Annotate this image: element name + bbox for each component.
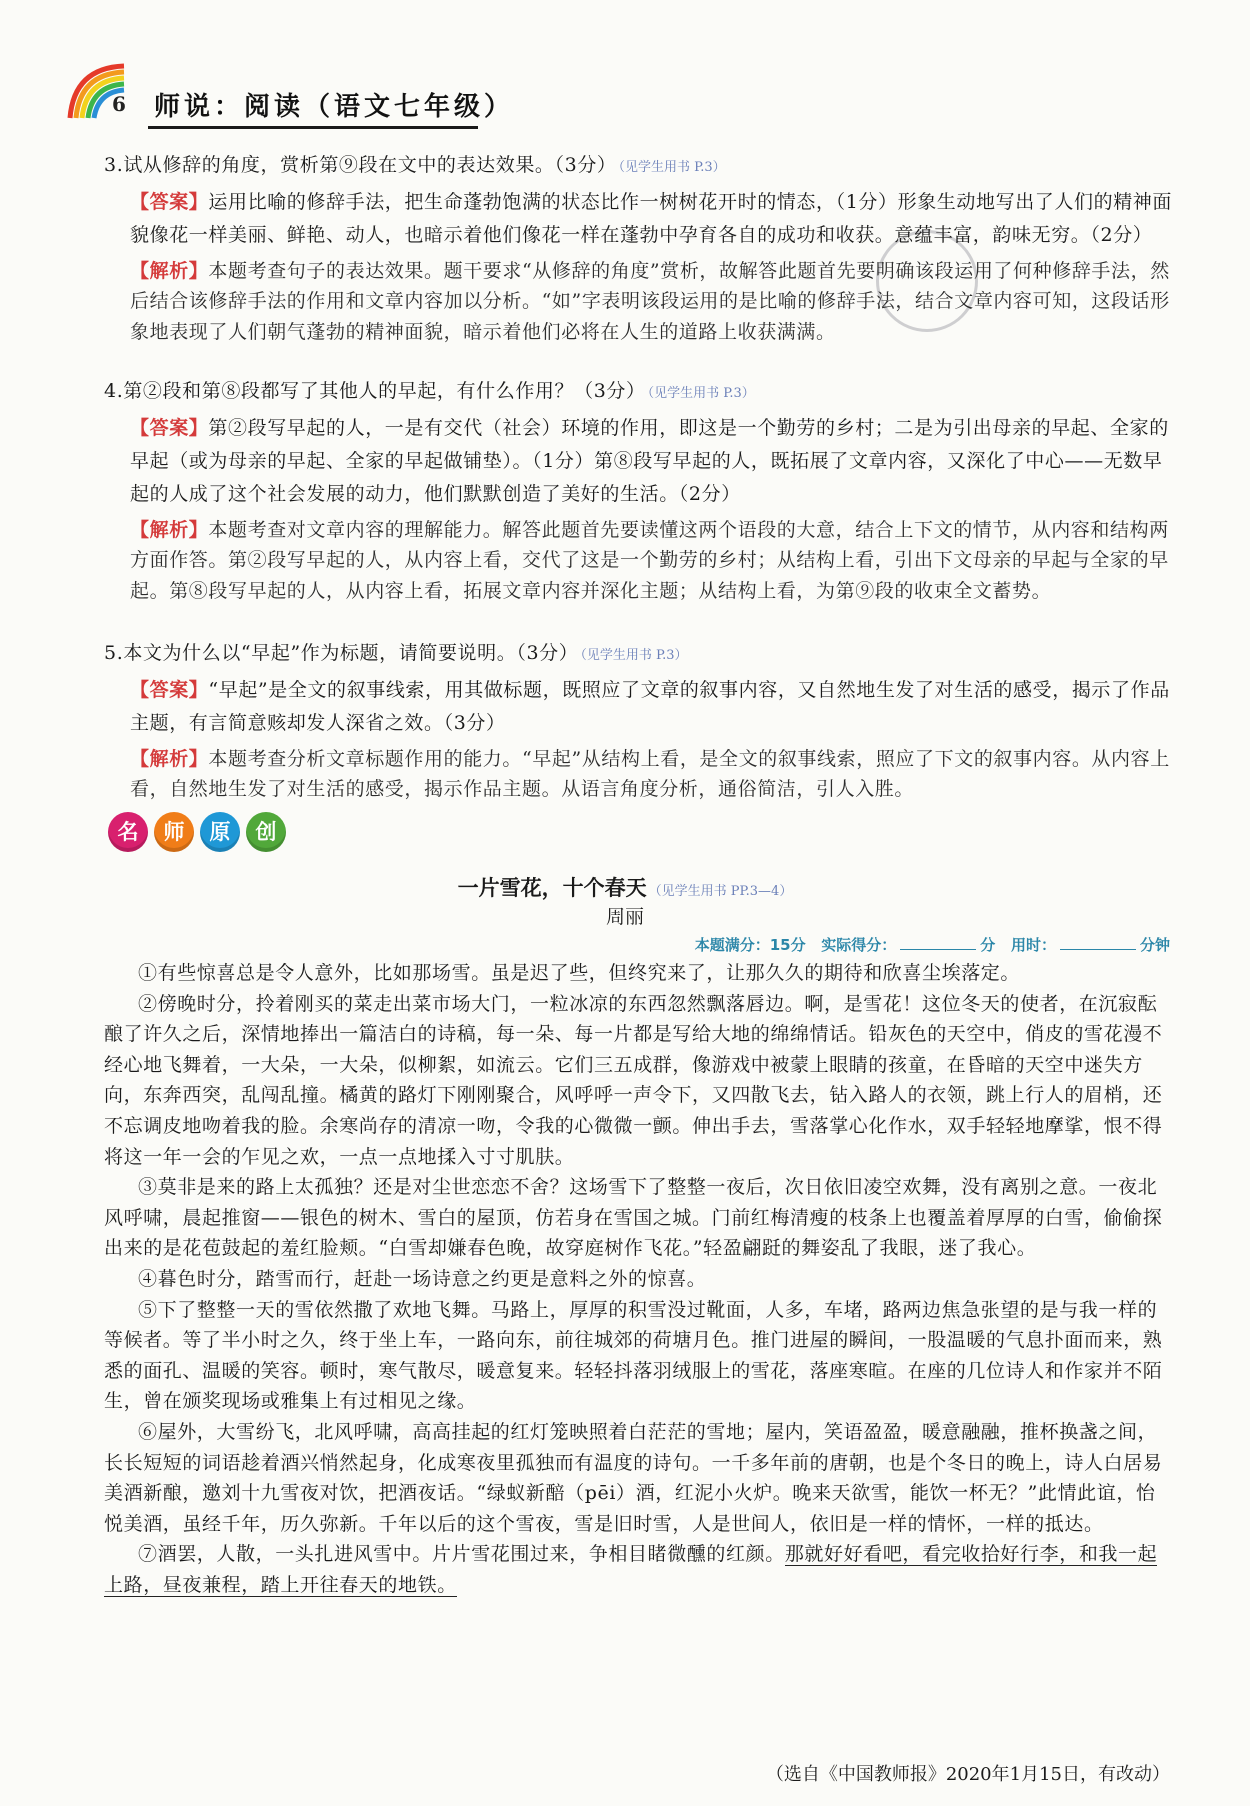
page-number: 6: [112, 92, 126, 116]
answer-tag: 【答案】: [130, 190, 209, 213]
analysis-text: 本题考查对文章内容的理解能力。解答此题首先要读懂这两个语段的大意，结合上下文的情节，从内容和结构两方面作答。第②段写早起的人，从内容上看，交代了这是一个勤劳的乡村；从结构上看，引出下文母亲的早起与全家的早起。第⑧段写早起的人，从内容上看，拓展文章内容并深化主题；从结构上看，为第⑨段的收束全文蓄势。: [130, 518, 1169, 602]
paragraph: ⑤下了整整一天的雪依然撒了欢地飞舞。马路上，厚厚的积雪没过靴面，人多，车堵，路两边焦急张望的是与我一样的等候者。等了半小时之久，终于坐上车，一路向东，前往城郊的荷塘月色。推门进屋的瞬间，一股温暖的气息扑面而来，熟悉的面孔、温暖的笑容。顿时，寒气散尽，暖意复来。轻轻抖落羽绒服上的雪花，落座寒暄。在座的几位诗人和作家并不陌生，曾在颁奖现场或雅集上有过相见之缘。: [104, 1298, 1163, 1413]
paragraph: ⑥屋外，大雪纷飞，北风呼啸，高高挂起的红灯笼映照着白茫茫的雪地；屋内，笑语盈盈，暖意融融，推杯换盏之间，长长短短的词语趁着酒兴悄然起身，化成寒夜里孤独而有温度的诗句。一千多年前的唐朝，也是个冬日的晚上，诗人白居易美酒新酿，邀刘十九雪夜对饮，把酒夜话。“绿蚁新醅（pēi）酒，红泥小火炉。晚来天欲雪，能饮一杯无？”此情此谊，怡悦美酒，虽经千年，历久弥新。千年以后的这个雪夜，雪是旧时雪，人是世间人，依旧是一样的情怀，一样的抵达。: [104, 1420, 1163, 1535]
time-blank[interactable]: [1060, 949, 1136, 950]
answer-text: 运用比喻的修辞手法，把生命蓬勃饱满的状态比作一树树花开时的情态，（1分）形象生动地写出了人们的精神面貌像花一样美丽、鲜艳、动人，也暗示着他们像花一样在蓬勃中孕育各自的成功和收获。意蕴丰富，韵味无穷。（2分）: [130, 190, 1172, 246]
book-reference: （见学生用书 PP.3—4）: [648, 884, 793, 899]
page-header: [66, 60, 1186, 130]
time-label: 用时：: [1010, 936, 1056, 954]
time-unit: 分钟: [1139, 936, 1170, 954]
answer-block: [130, 186, 1174, 252]
question-text: 5.本文为什么以“早起”作为标题，请简要说明。（3分） （见学生用书 P.3）: [104, 642, 688, 664]
article-author: 周丽: [605, 906, 644, 928]
book-title: 师说：阅读（语文七年级）: [154, 92, 515, 122]
analysis-text: 本题考查分析文章标题作用的能力。“早起”从结构上看，是全文的叙事线索，照应了下文的叙事内容。从内容上看，自然地生发了对生活的感受，揭示作品主题。从语言角度分析，通俗简洁，引人入胜。: [130, 747, 1170, 800]
book-reference: （见学生用书 P.3）: [618, 160, 726, 175]
analysis-text: 本题考查句子的表达效果。题干要求“从修辞的角度”赏析，故解答此题首先要明确该段运用了何种修辞手法，然后结合该修辞手法的作用和文章内容加以分析。“如”字表明该段运用的是比喻的修辞手法，结合文章内容可知，这段话形象地表现了人们朝气蓬勃的精神面貌，暗示着他们必将在人生的道路上收获满满。: [130, 259, 1170, 343]
original-badges: [108, 812, 292, 856]
badge: 师: [154, 812, 194, 852]
answer-text: “早起”是全文的叙事线索，用其做标题，既照应了文章的叙事内容，又自然地生发了对生活的感受，揭示了作品主题，有言简意赅却发人深省之效。（3分）: [130, 678, 1170, 734]
book-reference: （见学生用书 P.3）: [647, 386, 755, 401]
full-score-label: 本题满分：15分: [694, 936, 806, 954]
badge: 名: [108, 812, 148, 852]
answer-tag: 【答案】: [130, 678, 209, 701]
article-body: [104, 958, 1174, 1600]
analysis-tag: 【解析】: [130, 259, 209, 282]
score-bar: [695, 934, 1170, 955]
article-source: （选自《中国教师报》2020年1月15日，有改动）: [765, 1764, 1170, 1785]
analysis-block: [130, 744, 1174, 805]
paragraph: ①有些惊喜总是令人意外，比如那场雪。虽是迟了些，但终究来了，让那久久的期待和欣喜尘埃落定。: [138, 962, 1021, 984]
underlined-sentence: 那就好好看吧，看完收拾好行李，和我一起上路，昼夜兼程，踏上开往春天的地铁。: [104, 1543, 1158, 1596]
actual-score-label: 实际得分：: [821, 936, 897, 954]
question-text: 3.试从修辞的角度，赏析第⑨段在文中的表达效果。（3分） （见学生用书 P.3）: [104, 154, 726, 176]
analysis-tag: 【解析】: [130, 518, 209, 541]
badge: 原: [200, 812, 240, 852]
answer-text: 第②段写早起的人，一是有交代（社会）环境的作用，即这是一个勤劳的乡村；二是为引出母亲的早起、全家的早起（或为母亲的早起、全家的早起做铺垫）。（1分）第⑧段写早起的人，既拓展了文章内容，又深化了中心——无数早起的人成了这个社会发展的动力，他们默默创造了美好的生活。（2分）: [130, 416, 1169, 505]
header-divider: [148, 126, 478, 129]
score-blank[interactable]: [900, 949, 976, 950]
answer-block: [130, 674, 1174, 740]
article-title: 一片雪花，十个春天 （见学生用书 PP.3—4）: [457, 875, 793, 900]
answer-block: [130, 412, 1174, 511]
badge: 创: [246, 812, 286, 852]
analysis-block: [130, 256, 1174, 348]
book-reference: （见学生用书 P.3）: [580, 648, 688, 663]
paragraph: ⑦酒罢，人散，一头扎进风雪中。片片雪花围过来，争相目睹微醺的红颜。那就好好看吧，看完收拾好行李，和我一起上路，昼夜兼程，踏上开往春天的地铁。: [104, 1543, 1158, 1596]
question-block: [104, 150, 1174, 347]
question-text: 4.第②段和第⑧段都写了其他人的早起，有什么作用？（3分） （见学生用书 P.3）: [104, 380, 755, 402]
analysis-block: [130, 515, 1174, 607]
analysis-tag: 【解析】: [130, 747, 209, 770]
score-unit: 分: [980, 936, 996, 954]
paragraph: ③莫非是来的路上太孤独？还是对尘世恋恋不舍？这场雪下了整整一夜后，次日依旧凌空欢舞，没有离别之意。一夜北风呼啸，晨起推窗——银色的树木、雪白的屋顶，仿若身在雪国之城。门前红梅清瘦的枝条上也覆盖着厚厚的白雪，偷偷探出来的是花苞鼓起的羞红脸颊。“白雪却嫌春色晚，故穿庭树作飞花。”轻盈翩跹的舞姿乱了我眼，迷了我心。: [104, 1176, 1163, 1260]
answer-tag: 【答案】: [130, 416, 209, 439]
question-block: [104, 638, 1174, 805]
paragraph: ④暮色时分，踏雪而行，赶赴一场诗意之约更是意料之外的惊喜。: [138, 1267, 707, 1290]
question-block: [104, 376, 1174, 606]
paragraph: ②傍晚时分，拎着刚买的菜走出菜市场大门，一粒冰凉的东西忽然飘落唇边。啊，是雪花！这位冬天的使者，在沉寂酝酿了许久之后，深情地捧出一篇洁白的诗稿，每一朵、每一片都是写给大地的绵绵情话。铅灰色的天空中，俏皮的雪花漫不经心地飞舞着，一大朵，一大朵，似柳絮，如流云。它们三五成群，像游戏中被蒙上眼睛的孩童，在昏暗的天空中迷失方向，东奔西突，乱闯乱撞。橘黄的路灯下刚刚聚合，风呼呼一声令下，又四散飞去，钻入路人的衣领，跳上行人的眉梢，还不忘调皮地吻着我的脸。余寒尚存的清凉一吻，令我的心微微一颤。伸出手去，雪落掌心化作水，双手轻轻地摩挲，恨不得将这一年一会的乍见之欢，一点一点地揉入寸寸肌肤。: [104, 992, 1163, 1168]
